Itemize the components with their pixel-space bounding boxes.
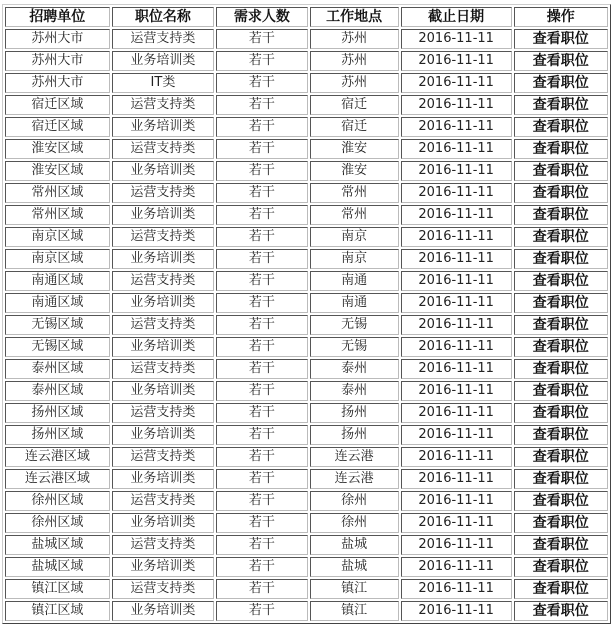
cell-employer: 淮安区域 xyxy=(5,161,110,181)
cell-location: 连云港 xyxy=(310,469,399,489)
table-row xyxy=(5,315,608,335)
cell-location: 徐州 xyxy=(310,513,399,533)
cell-headcount: 若干 xyxy=(216,73,307,93)
view-position-link[interactable]: 查看职位 xyxy=(514,425,608,445)
cell-employer: 常州区域 xyxy=(5,205,110,225)
cell-headcount: 若干 xyxy=(216,491,307,511)
cell-deadline: 2016-11-11 xyxy=(401,227,512,247)
cell-employer: 南通区域 xyxy=(5,271,110,291)
view-position-link[interactable]: 查看职位 xyxy=(514,227,608,247)
header-location: 工作地点 xyxy=(310,7,399,27)
cell-headcount: 若干 xyxy=(216,227,307,247)
cell-employer: 连云港区域 xyxy=(5,447,110,467)
cell-deadline: 2016-11-11 xyxy=(401,249,512,269)
cell-headcount: 若干 xyxy=(216,535,307,555)
cell-location: 南京 xyxy=(310,249,399,269)
view-position-link[interactable]: 查看职位 xyxy=(514,271,608,291)
cell-employer: 宿迁区域 xyxy=(5,95,110,115)
cell-location: 常州 xyxy=(310,183,399,203)
cell-headcount: 若干 xyxy=(216,315,307,335)
table-row xyxy=(5,293,608,313)
cell-headcount: 若干 xyxy=(216,381,307,401)
view-position-link[interactable]: 查看职位 xyxy=(514,183,608,203)
cell-headcount: 若干 xyxy=(216,249,307,269)
view-position-link[interactable]: 查看职位 xyxy=(514,469,608,489)
cell-location: 常州 xyxy=(310,205,399,225)
cell-location: 淮安 xyxy=(310,161,399,181)
cell-headcount: 若干 xyxy=(216,601,307,621)
view-position-link[interactable]: 查看职位 xyxy=(514,117,608,137)
cell-deadline: 2016-11-11 xyxy=(401,51,512,71)
cell-deadline: 2016-11-11 xyxy=(401,95,512,115)
header-deadline: 截止日期 xyxy=(401,7,512,27)
view-position-link[interactable]: 查看职位 xyxy=(514,205,608,225)
table-row xyxy=(5,117,608,137)
cell-location: 盐城 xyxy=(310,557,399,577)
cell-position: 业务培训类 xyxy=(112,205,215,225)
cell-headcount: 若干 xyxy=(216,271,307,291)
header-action: 操作 xyxy=(514,7,608,27)
cell-location: 镇江 xyxy=(310,579,399,599)
cell-location: 镇江 xyxy=(310,601,399,621)
cell-deadline: 2016-11-11 xyxy=(401,161,512,181)
cell-position: 运营支持类 xyxy=(112,139,215,159)
cell-employer: 苏州大市 xyxy=(5,29,110,49)
cell-headcount: 若干 xyxy=(216,183,307,203)
table-row xyxy=(5,381,608,401)
table-row xyxy=(5,425,608,445)
cell-location: 无锡 xyxy=(310,337,399,357)
cell-position: 业务培训类 xyxy=(112,513,215,533)
cell-headcount: 若干 xyxy=(216,469,307,489)
cell-headcount: 若干 xyxy=(216,513,307,533)
view-position-link[interactable]: 查看职位 xyxy=(514,139,608,159)
cell-deadline: 2016-11-11 xyxy=(401,337,512,357)
cell-position: 运营支持类 xyxy=(112,359,215,379)
cell-deadline: 2016-11-11 xyxy=(401,359,512,379)
cell-position: 业务培训类 xyxy=(112,601,215,621)
cell-position: 运营支持类 xyxy=(112,491,215,511)
view-position-link[interactable]: 查看职位 xyxy=(514,51,608,71)
cell-position: 运营支持类 xyxy=(112,579,215,599)
cell-deadline: 2016-11-11 xyxy=(401,381,512,401)
cell-position: 运营支持类 xyxy=(112,315,215,335)
table-row xyxy=(5,513,608,533)
cell-employer: 扬州区域 xyxy=(5,425,110,445)
cell-deadline: 2016-11-11 xyxy=(401,535,512,555)
cell-position: 业务培训类 xyxy=(112,293,215,313)
table-row xyxy=(5,161,608,181)
cell-employer: 徐州区域 xyxy=(5,513,110,533)
cell-deadline: 2016-11-11 xyxy=(401,183,512,203)
cell-deadline: 2016-11-11 xyxy=(401,139,512,159)
cell-location: 南京 xyxy=(310,227,399,247)
cell-employer: 镇江区域 xyxy=(5,601,110,621)
view-position-link[interactable]: 查看职位 xyxy=(514,601,608,621)
cell-headcount: 若干 xyxy=(216,425,307,445)
cell-deadline: 2016-11-11 xyxy=(401,557,512,577)
cell-position: IT类 xyxy=(112,73,215,93)
cell-position: 运营支持类 xyxy=(112,29,215,49)
cell-position: 业务培训类 xyxy=(112,381,215,401)
cell-position: 运营支持类 xyxy=(112,95,215,115)
cell-location: 盐城 xyxy=(310,535,399,555)
cell-location: 扬州 xyxy=(310,403,399,423)
cell-position: 业务培训类 xyxy=(112,557,215,577)
cell-position: 运营支持类 xyxy=(112,183,215,203)
cell-employer: 徐州区域 xyxy=(5,491,110,511)
cell-deadline: 2016-11-11 xyxy=(401,403,512,423)
view-position-link[interactable]: 查看职位 xyxy=(514,557,608,577)
table-row xyxy=(5,227,608,247)
cell-deadline: 2016-11-11 xyxy=(401,117,512,137)
cell-employer: 扬州区域 xyxy=(5,403,110,423)
cell-location: 连云港 xyxy=(310,447,399,467)
cell-employer: 泰州区域 xyxy=(5,359,110,379)
cell-deadline: 2016-11-11 xyxy=(401,271,512,291)
cell-position: 运营支持类 xyxy=(112,227,215,247)
view-position-link[interactable]: 查看职位 xyxy=(514,447,608,467)
cell-deadline: 2016-11-11 xyxy=(401,447,512,467)
cell-employer: 无锡区域 xyxy=(5,315,110,335)
cell-deadline: 2016-11-11 xyxy=(401,491,512,511)
cell-location: 苏州 xyxy=(310,51,399,71)
cell-headcount: 若干 xyxy=(216,161,307,181)
table-row xyxy=(5,271,608,291)
cell-location: 宿迁 xyxy=(310,117,399,137)
cell-employer: 淮安区域 xyxy=(5,139,110,159)
cell-position: 运营支持类 xyxy=(112,271,215,291)
cell-headcount: 若干 xyxy=(216,579,307,599)
cell-location: 泰州 xyxy=(310,359,399,379)
cell-headcount: 若干 xyxy=(216,51,307,71)
table-row xyxy=(5,535,608,555)
cell-deadline: 2016-11-11 xyxy=(401,29,512,49)
cell-employer: 苏州大市 xyxy=(5,73,110,93)
cell-employer: 盐城区域 xyxy=(5,535,110,555)
table-row xyxy=(5,469,608,489)
cell-position: 业务培训类 xyxy=(112,117,215,137)
cell-position: 运营支持类 xyxy=(112,403,215,423)
cell-location: 南通 xyxy=(310,293,399,313)
table-row xyxy=(5,491,608,511)
cell-position: 业务培训类 xyxy=(112,249,215,269)
table-row xyxy=(5,29,608,49)
cell-employer: 南通区域 xyxy=(5,293,110,313)
cell-employer: 连云港区域 xyxy=(5,469,110,489)
cell-headcount: 若干 xyxy=(216,205,307,225)
cell-location: 扬州 xyxy=(310,425,399,445)
view-position-link[interactable]: 查看职位 xyxy=(514,73,608,93)
table-row xyxy=(5,95,608,115)
cell-headcount: 若干 xyxy=(216,337,307,357)
cell-position: 业务培训类 xyxy=(112,161,215,181)
cell-employer: 盐城区域 xyxy=(5,557,110,577)
cell-position: 运营支持类 xyxy=(112,535,215,555)
cell-location: 南通 xyxy=(310,271,399,291)
cell-employer: 苏州大市 xyxy=(5,51,110,71)
cell-employer: 无锡区域 xyxy=(5,337,110,357)
view-position-link[interactable]: 查看职位 xyxy=(514,337,608,357)
header-position: 职位名称 xyxy=(112,7,215,27)
table-row xyxy=(5,337,608,357)
cell-headcount: 若干 xyxy=(216,95,307,115)
view-position-link[interactable]: 查看职位 xyxy=(514,29,608,49)
cell-headcount: 若干 xyxy=(216,293,307,313)
view-position-link[interactable]: 查看职位 xyxy=(514,161,608,181)
jobs-table xyxy=(2,4,611,624)
table-row xyxy=(5,205,608,225)
table-row xyxy=(5,73,608,93)
table-row xyxy=(5,447,608,467)
table-row xyxy=(5,249,608,269)
cell-location: 宿迁 xyxy=(310,95,399,115)
view-position-link[interactable]: 查看职位 xyxy=(514,293,608,313)
table-row xyxy=(5,183,608,203)
cell-headcount: 若干 xyxy=(216,447,307,467)
cell-headcount: 若干 xyxy=(216,29,307,49)
table-row xyxy=(5,51,608,71)
cell-employer: 镇江区域 xyxy=(5,579,110,599)
cell-headcount: 若干 xyxy=(216,139,307,159)
cell-location: 苏州 xyxy=(310,73,399,93)
view-position-link[interactable]: 查看职位 xyxy=(514,249,608,269)
cell-deadline: 2016-11-11 xyxy=(401,73,512,93)
cell-employer: 南京区域 xyxy=(5,249,110,269)
cell-deadline: 2016-11-11 xyxy=(401,601,512,621)
cell-employer: 宿迁区域 xyxy=(5,117,110,137)
view-position-link[interactable]: 查看职位 xyxy=(514,403,608,423)
cell-position: 业务培训类 xyxy=(112,337,215,357)
cell-position: 运营支持类 xyxy=(112,447,215,467)
cell-position: 业务培训类 xyxy=(112,51,215,71)
cell-deadline: 2016-11-11 xyxy=(401,205,512,225)
view-position-link[interactable]: 查看职位 xyxy=(514,513,608,533)
table-row xyxy=(5,139,608,159)
cell-deadline: 2016-11-11 xyxy=(401,513,512,533)
cell-employer: 常州区域 xyxy=(5,183,110,203)
cell-deadline: 2016-11-11 xyxy=(401,293,512,313)
table-row xyxy=(5,579,608,599)
view-position-link[interactable]: 查看职位 xyxy=(514,359,608,379)
cell-headcount: 若干 xyxy=(216,403,307,423)
cell-deadline: 2016-11-11 xyxy=(401,315,512,335)
cell-position: 业务培训类 xyxy=(112,469,215,489)
header-row xyxy=(5,7,608,27)
view-position-link[interactable]: 查看职位 xyxy=(514,535,608,555)
view-position-link[interactable]: 查看职位 xyxy=(514,95,608,115)
view-position-link[interactable]: 查看职位 xyxy=(514,579,608,599)
cell-location: 淮安 xyxy=(310,139,399,159)
view-position-link[interactable]: 查看职位 xyxy=(514,491,608,511)
cell-headcount: 若干 xyxy=(216,557,307,577)
table-row xyxy=(5,403,608,423)
header-headcount: 需求人数 xyxy=(216,7,307,27)
view-position-link[interactable]: 查看职位 xyxy=(514,315,608,335)
table-row xyxy=(5,359,608,379)
cell-location: 无锡 xyxy=(310,315,399,335)
cell-location: 苏州 xyxy=(310,29,399,49)
cell-position: 业务培训类 xyxy=(112,425,215,445)
cell-location: 徐州 xyxy=(310,491,399,511)
table-row xyxy=(5,557,608,577)
header-employer: 招聘单位 xyxy=(5,7,110,27)
cell-deadline: 2016-11-11 xyxy=(401,425,512,445)
cell-headcount: 若干 xyxy=(216,359,307,379)
cell-employer: 泰州区域 xyxy=(5,381,110,401)
cell-deadline: 2016-11-11 xyxy=(401,579,512,599)
cell-deadline: 2016-11-11 xyxy=(401,469,512,489)
view-position-link[interactable]: 查看职位 xyxy=(514,381,608,401)
cell-location: 泰州 xyxy=(310,381,399,401)
table-row xyxy=(5,601,608,621)
cell-employer: 南京区域 xyxy=(5,227,110,247)
cell-headcount: 若干 xyxy=(216,117,307,137)
